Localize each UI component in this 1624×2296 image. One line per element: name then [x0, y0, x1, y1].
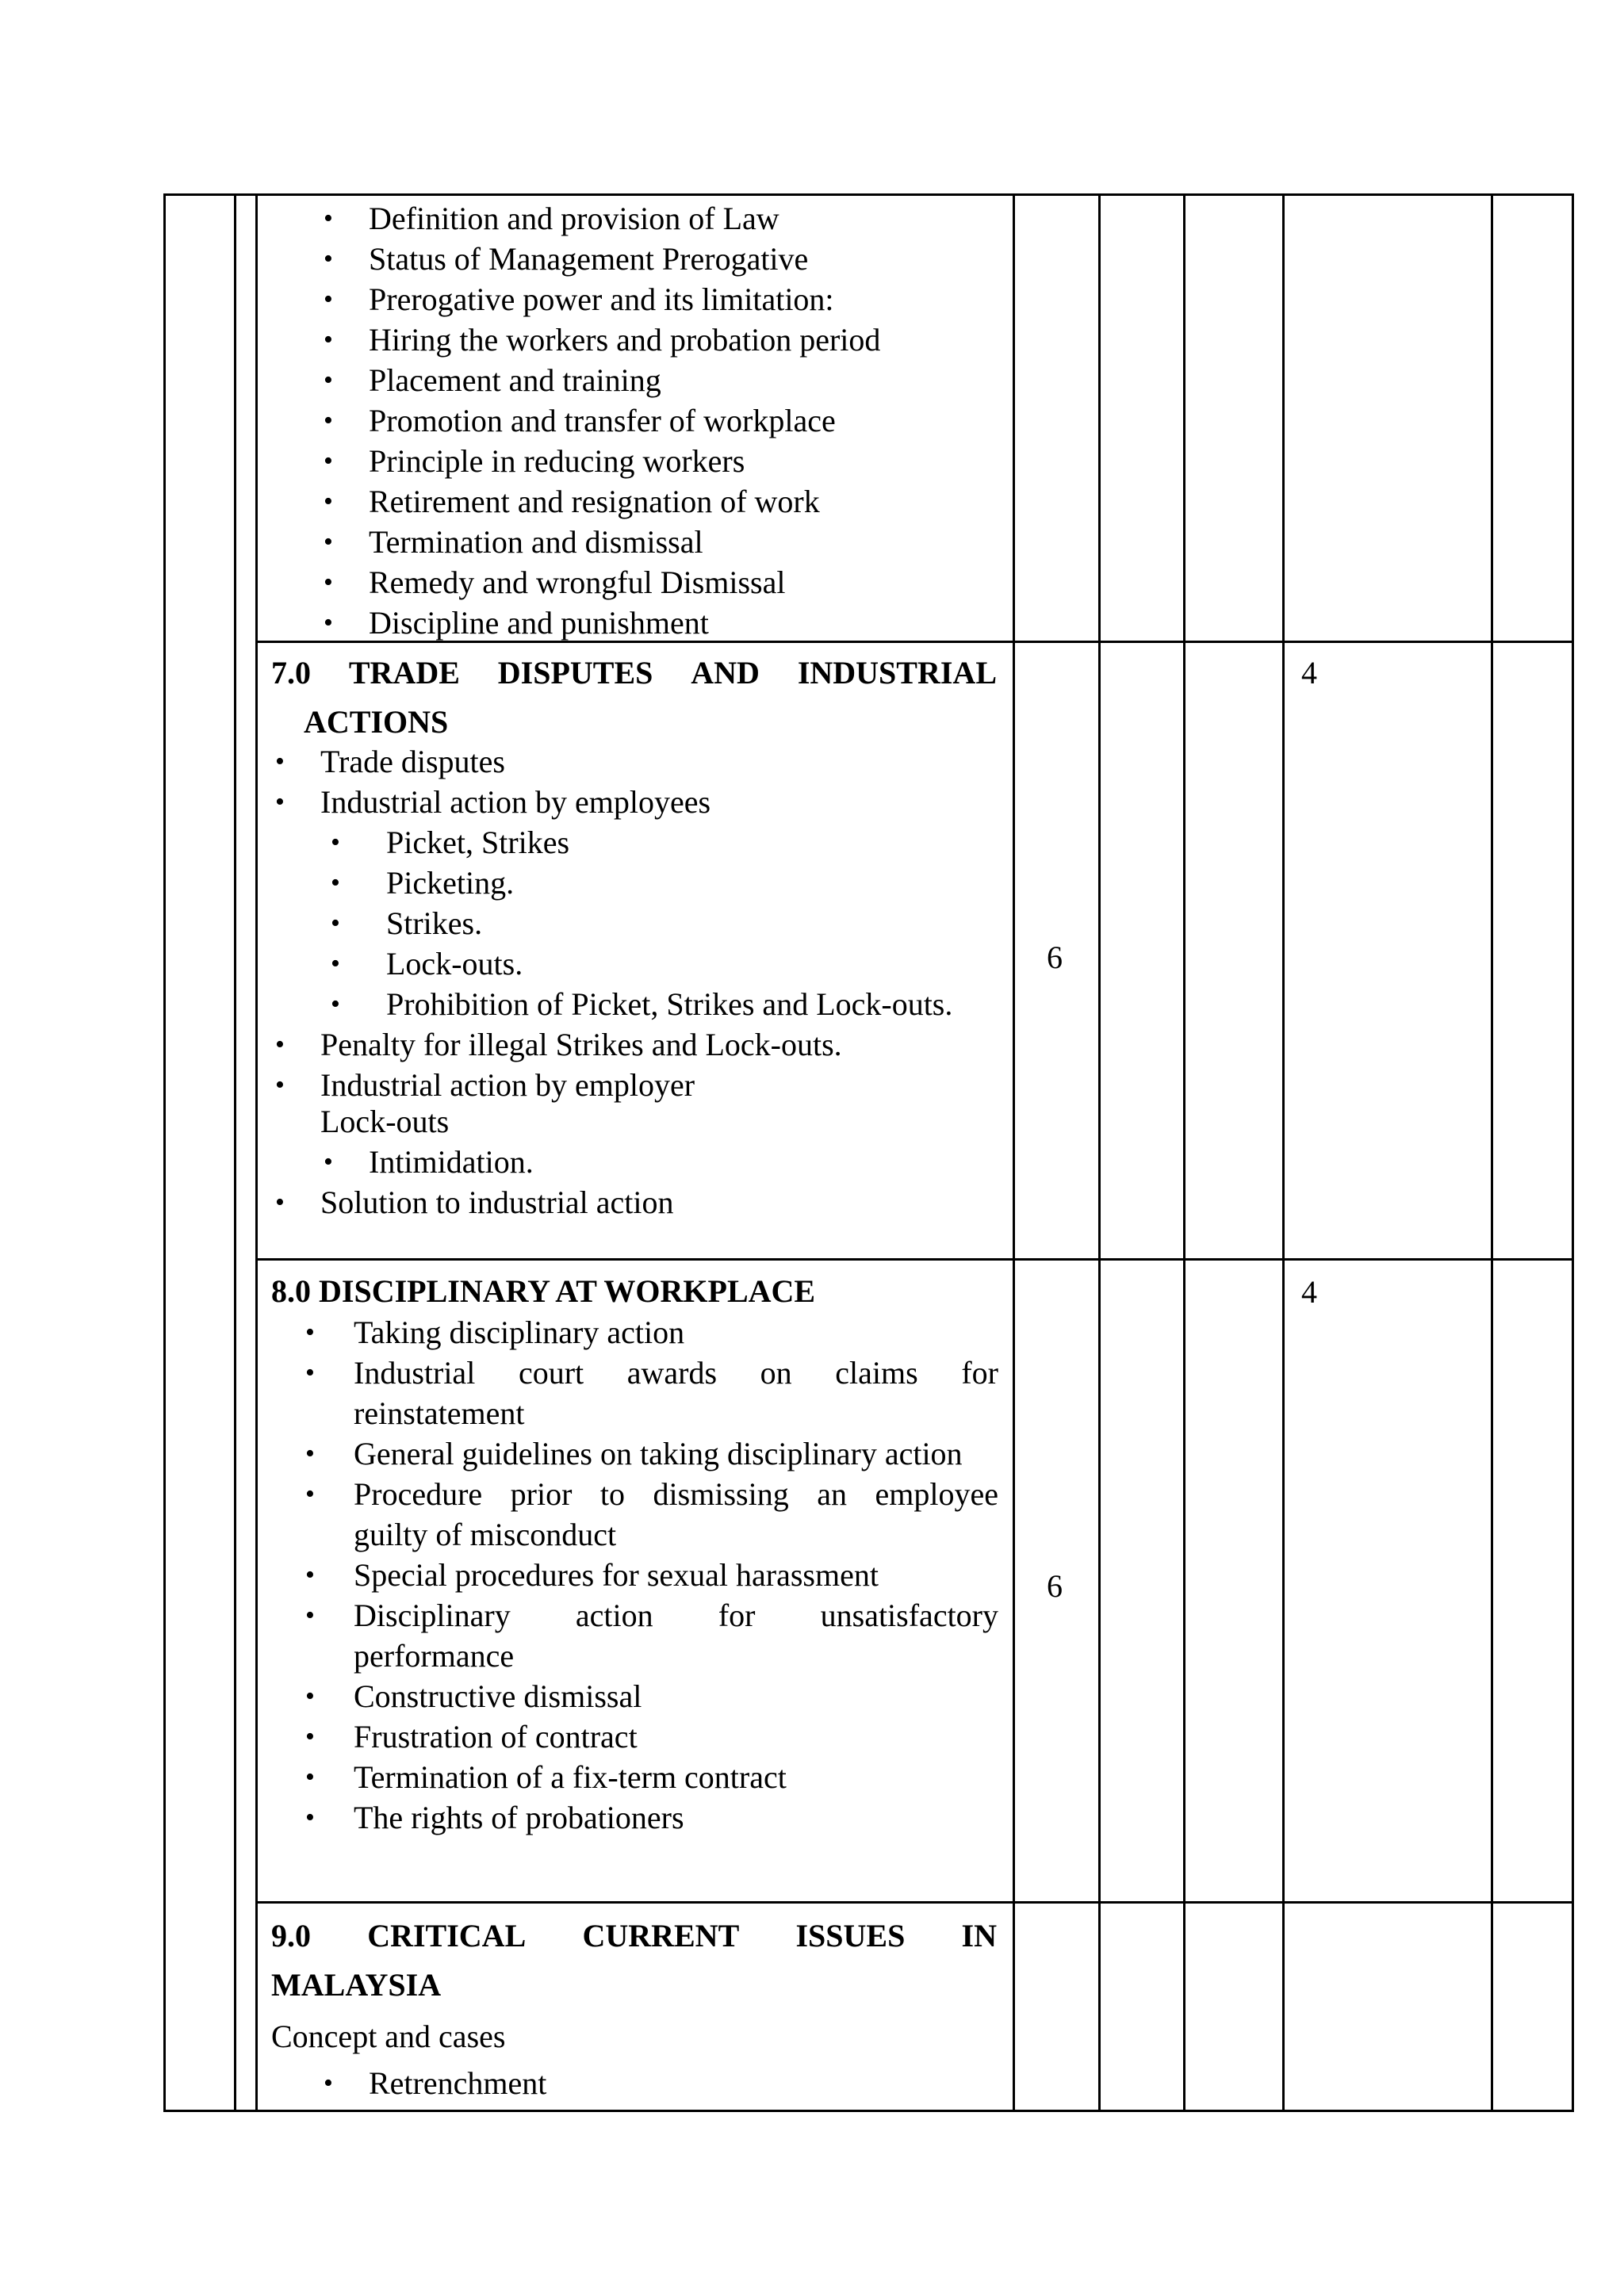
- table-divider-3: [1013, 193, 1015, 2112]
- lockouts-line: Lock-outs: [320, 1104, 450, 1139]
- list-item: • Principle in reducing workers: [369, 441, 880, 481]
- list-item: • Hiring the workers and probation period: [369, 320, 880, 360]
- list-item: • Intimidation.: [369, 1142, 534, 1182]
- list-item: • Disciplinary action for unsatisfactory: [354, 1595, 998, 1636]
- list-item: • Termination of a fix-term contract: [305, 1759, 787, 1795]
- word: prior: [510, 1476, 573, 1512]
- section-8-hours: 6: [1047, 1568, 1063, 1604]
- section-7-list-b: [320, 1024, 842, 1105]
- section-7-sublist-a: [386, 822, 952, 1024]
- law-topics-list: [369, 198, 880, 643]
- list-item: • Constructive dismissal: [305, 1678, 642, 1714]
- row-divider-3: [255, 1901, 1572, 1904]
- section-7-heading-line2: ACTIONS: [304, 704, 449, 740]
- list-item: • Termination and dismissal: [369, 522, 880, 562]
- word: Industrial: [354, 1355, 476, 1391]
- table-divider-6: [1282, 193, 1285, 2112]
- section-9-subheading: Concept and cases: [271, 2019, 506, 2054]
- list-item: • Promotion and transfer of workplace: [369, 400, 880, 441]
- word: unsatisfactory: [820, 1598, 998, 1633]
- word: awards: [626, 1355, 718, 1391]
- word: to: [599, 1476, 626, 1512]
- section-9-list: [369, 2063, 546, 2103]
- list-item: • Discipline and punishment: [369, 603, 880, 643]
- list-item: • Trade disputes: [320, 741, 710, 782]
- list-item: • Prohibition of Picket, Strikes and Lock-outs.: [386, 984, 952, 1024]
- list-item-continuation: reinstatement: [354, 1395, 525, 1431]
- section-7-hours: 6: [1047, 939, 1063, 975]
- table-divider-7: [1491, 193, 1493, 2112]
- section-7-sublist-b: [369, 1142, 534, 1182]
- list-item: • Remedy and wrongful Dismissal: [369, 562, 880, 603]
- list-item: • Picket, Strikes: [386, 822, 952, 863]
- section-9-heading: 9.0 CRITICAL CURRENT ISSUES IN: [271, 1918, 997, 1954]
- list-item: • Retirement and resignation of work: [369, 481, 880, 522]
- table-border-bottom: [163, 2110, 1574, 2112]
- word: on: [760, 1355, 792, 1391]
- table-divider-4: [1098, 193, 1101, 2112]
- list-item: • Industrial action by employer: [320, 1065, 842, 1105]
- word: for: [718, 1598, 756, 1633]
- list-item: • Penalty for illegal Strikes and Lock-outs.: [320, 1024, 842, 1065]
- word: claims: [835, 1355, 918, 1391]
- section-7-list-a: [320, 741, 710, 822]
- list-item: • Industrial action by employees: [320, 782, 710, 822]
- section-8-heading: 8.0 DISCIPLINARY AT WORKPLACE: [271, 1273, 816, 1309]
- list-item: • The rights of probationers: [305, 1800, 684, 1835]
- word: dismissing: [653, 1476, 789, 1512]
- list-item: • General guidelines on taking disciplinary action: [305, 1436, 963, 1471]
- list-item: • Picketing.: [386, 863, 952, 903]
- section-8-list: [305, 1312, 998, 1838]
- list-item: • Status of Management Prerogative: [369, 239, 880, 279]
- row-divider-2: [255, 1258, 1572, 1261]
- list-item: • Industrial court awards on claims for: [354, 1353, 998, 1393]
- section-9-heading-line2: MALAYSIA: [271, 1967, 442, 2003]
- list-item: • Frustration of contract: [305, 1719, 638, 1755]
- section-8-col-value: 4: [1301, 1274, 1317, 1310]
- word: employee: [875, 1476, 998, 1512]
- word: court: [518, 1355, 584, 1391]
- table-border-left: [163, 193, 166, 2112]
- section-7-col-value: 4: [1301, 655, 1317, 691]
- word: action: [575, 1598, 653, 1633]
- list-item: • Lock-outs.: [386, 943, 952, 984]
- word: for: [961, 1355, 998, 1391]
- section-7-list-c: [320, 1182, 674, 1223]
- list-item-continuation: performance: [354, 1638, 515, 1674]
- section-7-heading: 7.0 TRADE DISPUTES AND INDUSTRIAL: [271, 655, 997, 691]
- word: an: [817, 1476, 847, 1512]
- list-item: • Strikes.: [386, 903, 952, 943]
- list-item: • Special procedures for sexual harassment: [305, 1557, 879, 1593]
- list-item: • Prerogative power and its limitation:: [369, 279, 880, 320]
- list-item: • Definition and provision of Law: [369, 198, 880, 239]
- table-border-top: [163, 193, 1574, 196]
- list-item: • Retrenchment: [369, 2063, 546, 2103]
- word: Procedure: [354, 1476, 483, 1512]
- table-divider-2: [255, 193, 258, 2112]
- list-item: • Procedure prior to dismissing an employee: [354, 1474, 998, 1514]
- list-item: • Placement and training: [369, 360, 880, 400]
- list-item-continuation: guilty of misconduct: [354, 1517, 617, 1552]
- table-border-right: [1572, 193, 1574, 2112]
- word: Disciplinary: [354, 1598, 511, 1633]
- table-divider-5: [1183, 193, 1185, 2112]
- list-item: • Solution to industrial action: [320, 1182, 674, 1223]
- table-divider-1: [234, 193, 236, 2112]
- list-item: • Taking disciplinary action: [305, 1314, 685, 1350]
